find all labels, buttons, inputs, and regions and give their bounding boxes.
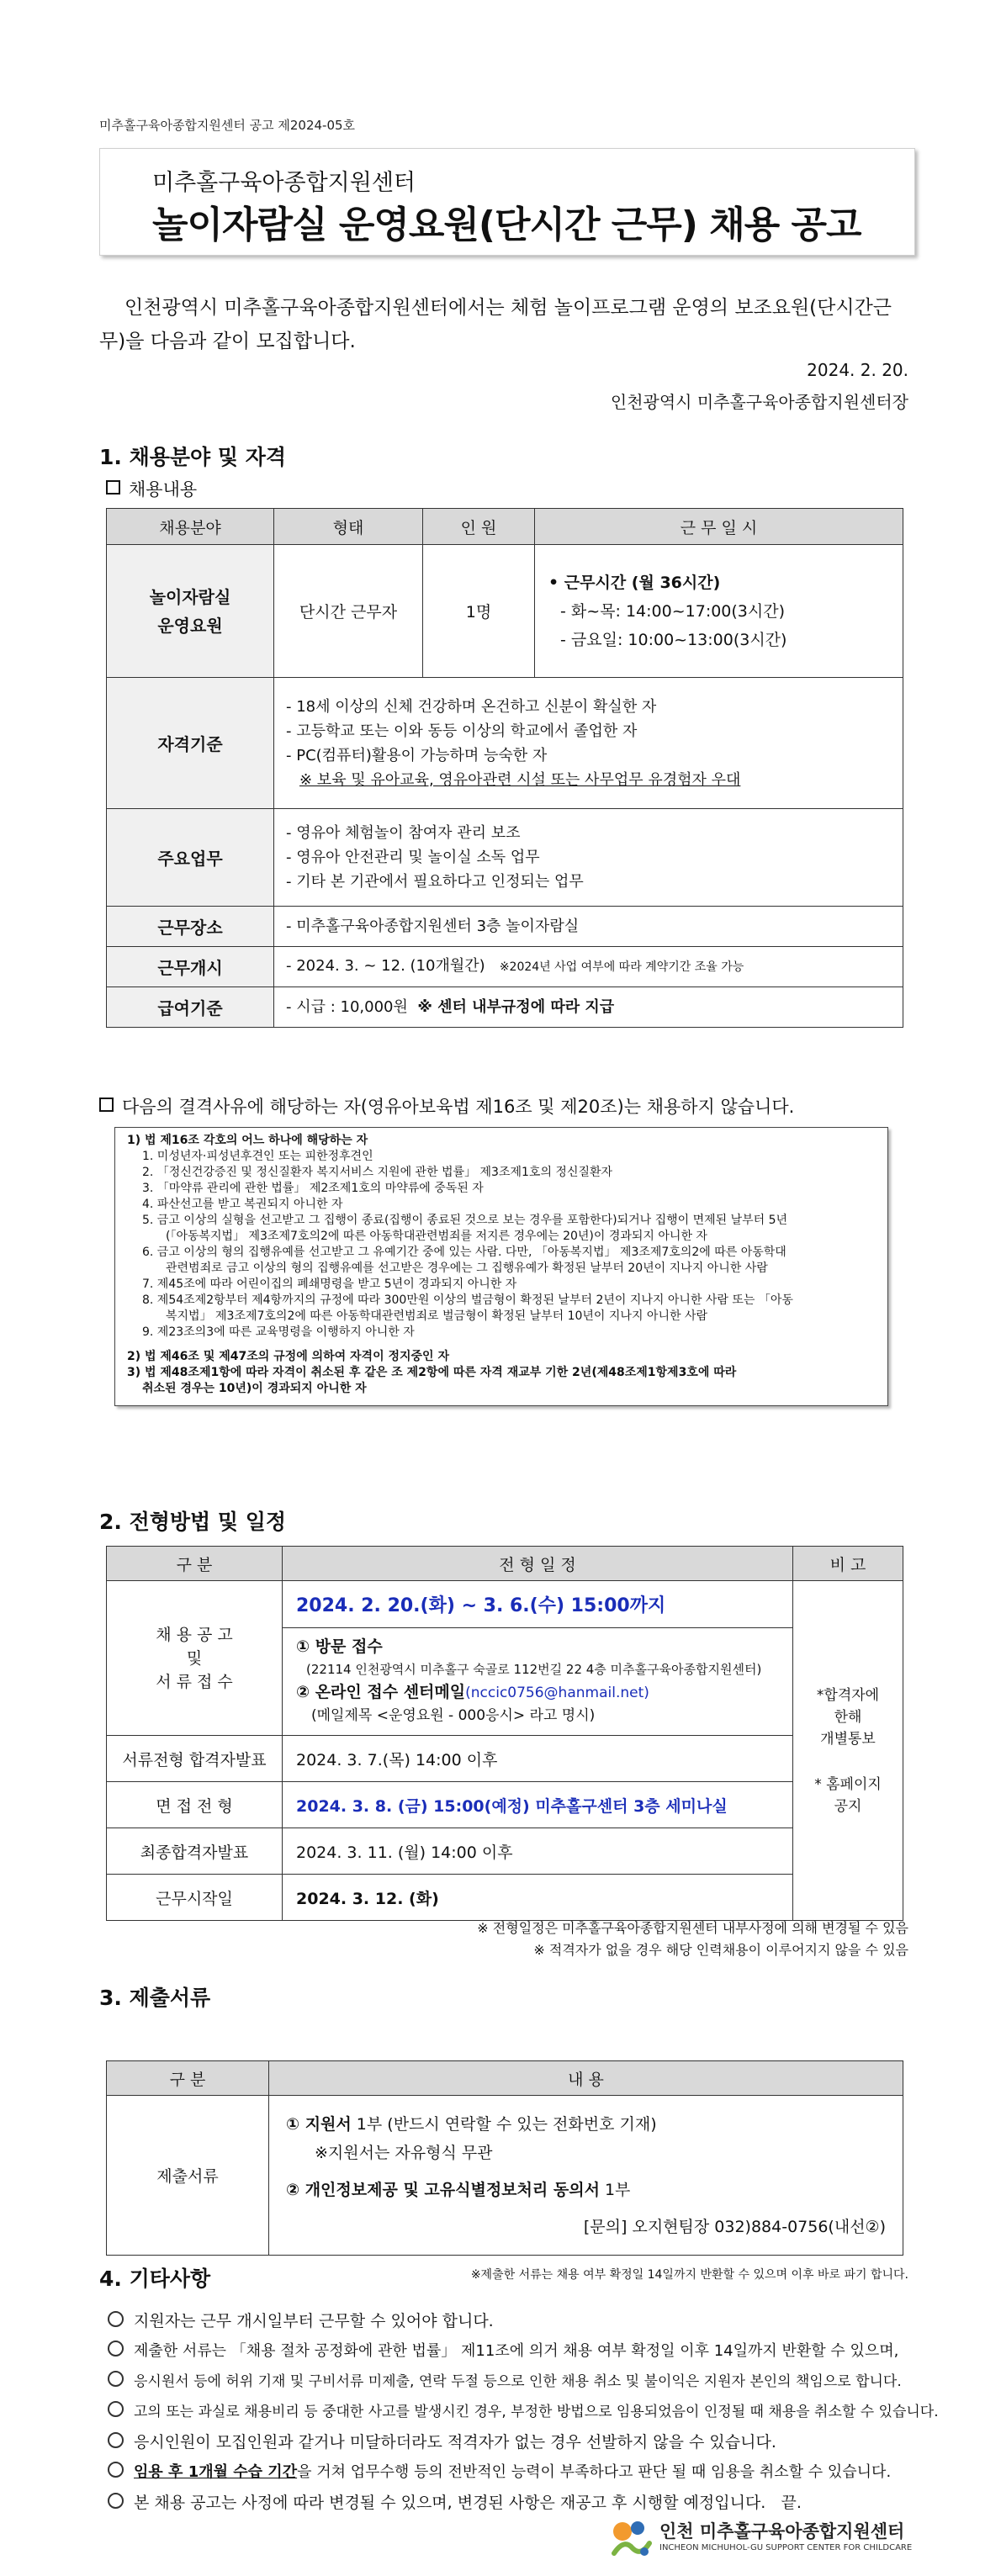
disq-item: 3. 「마약류 관리에 관한 법률」 제2조제1호의 마약류에 중독된 자 <box>142 1182 484 1195</box>
receipt-label: 서 류 접 수 <box>156 1672 233 1691</box>
disqualification-title <box>99 1093 794 1119</box>
qual-label: 자격기준 <box>107 678 274 809</box>
header-cell: 인 원 <box>423 509 535 545</box>
final-date: 2024. 3. 11. (월) 14:00 이후 <box>283 1828 793 1875</box>
hours-title: • 근무시간 (월 36시간) <box>548 573 721 592</box>
note-line: 개별통보 <box>820 1730 876 1748</box>
circle-bullet-icon <box>108 2462 124 2478</box>
list-item <box>108 2457 915 2488</box>
table-row <box>107 2096 903 2256</box>
list-item: - 기타 본 기관에서 필요하다고 인정되는 업무 <box>286 873 584 891</box>
circle-bullet-icon <box>108 2371 124 2387</box>
page-title: 놀이자람실 운영요원(단시간 근무) 채용 공고 <box>152 204 861 246</box>
section-3-title: 3. 제출서류 <box>99 1986 211 2010</box>
pay-label: 급여기준 <box>107 987 274 1028</box>
header-cell: 비 고 <box>793 1547 903 1581</box>
logo-subtitle: INCHEON MICHUHOL-GU SUPPORT CENTER FOR CHILDCARE <box>659 2543 913 2552</box>
section-1-sub-label: 채용내용 <box>129 479 198 500</box>
header-cell: 내 용 <box>269 2061 903 2096</box>
disq-item: 2. 「정신건강증진 및 정신질환자 복지서비스 지원에 관한 법률」 제3조제1호의 정신질환자 <box>142 1166 613 1179</box>
note-line: * 홈페이지 <box>814 1775 882 1793</box>
section-2-title: 2. 전형방법 및 일정 <box>99 1510 287 1534</box>
header-cell: 전 형 일 정 <box>283 1547 793 1581</box>
disqualification-text: 다음의 결격사유에 해당하는 자(영유아보육법 제16조 및 제20조)는 채용하지 않습니다. <box>122 1097 795 1117</box>
center-logo-icon <box>607 2515 654 2562</box>
disq-item: 관련범죄로 금고 이상의 형의 집행유예를 선고받은 경우에는 그 집행유예가 확정된 날부터 20년이 지나지 아니한 사람 <box>166 1262 768 1275</box>
list-item <box>108 2488 915 2518</box>
work-start-label: 근무시작일 <box>107 1875 283 1921</box>
list-item <box>108 2367 915 2397</box>
type-cell: 단시간 근무자 <box>274 545 423 678</box>
list-item <box>108 2336 915 2367</box>
misc-list <box>108 2306 939 2518</box>
receipt-label-cell <box>107 1581 283 1736</box>
end-mark: 끝. <box>781 2494 802 2512</box>
receipt-label: 및 <box>186 1648 203 1668</box>
disq-item: 1. 미성년자·피성년후견인 또는 피한정후견인 <box>142 1150 373 1163</box>
checkbox-square-icon <box>106 480 120 495</box>
receipt-label: 채 용 공 고 <box>156 1625 233 1644</box>
disq-item: (「아동복지법」 제3조제7호의2에 따른 아동학대관련범죄를 저지른 경우에는 20년)이 경과되지 아니한 자 <box>166 1230 707 1243</box>
list-item: - 고등학교 또는 이와 동등 이상의 학교에서 졸업한 자 <box>286 722 638 740</box>
disq-item-3: 3) 법 제48조제1항에 따라 자격이 취소된 후 같은 조 제2항에 따른 자격 재교부 기한 2년(제48조제1항제3호에 따라 <box>127 1366 737 1379</box>
disq-item: 8. 제54조제2항부터 제4항까지의 규정에 따라 300만원 이상의 벌금형이 확정된 날부터 2년이 지나지 아니한 사람 또는 「아동 <box>142 1293 793 1307</box>
disq-item: 4. 파산선고를 받고 복권되지 아니한 자 <box>142 1198 343 1211</box>
documents-cell <box>269 2096 903 2256</box>
visit-address: (22114 인천광역시 미추홀구 숙골로 112번길 22 4층 미추홀구육아종합지원센터) <box>306 1662 762 1677</box>
list-item <box>108 2427 915 2457</box>
doc-2-title: ② 개인정보제공 및 고유식별정보처리 동의서 <box>286 2180 600 2199</box>
hours-line: - 금요일: 10:00~13:00(3시간) <box>560 630 787 649</box>
contact-info: [문의] 오지현팀장 032)884-0756(내선②) <box>583 2217 886 2236</box>
documents-footnote: ※제출한 서류는 채용 여부 확정일 14일까지 반환할 수 있으며 이후 바로 파기 합니다. <box>470 2268 908 2282</box>
circle-bullet-icon <box>108 2493 124 2509</box>
doc-1-detail: 1부 (반드시 연락할 수 있는 전화번호 기재) <box>351 2114 657 2134</box>
section-1-sub <box>106 476 197 501</box>
pay-cell <box>274 987 903 1028</box>
count-cell: 1명 <box>423 545 535 678</box>
list-item <box>108 2397 939 2427</box>
list-item: - 영유아 체험놀이 참여자 관리 보조 <box>286 824 521 842</box>
duty-cell <box>274 809 903 907</box>
list-item-text: 본 채용 공고는 사정에 따라 변경될 수 있으며, 변경된 사항은 재공고 후 시행할 예정입니다. <box>134 2494 766 2512</box>
disq-item: 6. 금고 이상의 형의 집행유예를 선고받고 그 유예기간 중에 있는 사람. 다만, 「아동복지법」 제3조제7호의2에 따른 아동학대 <box>142 1246 786 1259</box>
list-item-text: 을 거쳐 업무수행 등의 전반적인 능력이 부족하다고 판단 될 때 임용을 취소할 수 있습니다. <box>297 2463 892 2481</box>
list-item-text: 제출한 서류는 「채용 절차 공정화에 관한 법률」 제11조에 의거 채용 여부 확정일 이후 14일까지 반환할 수 있으며, <box>134 2342 899 2360</box>
disq-item-3-cont: 취소된 경우는 10년)이 경과되지 아니한 자 <box>142 1382 367 1395</box>
header-cell: 형태 <box>274 509 423 545</box>
circle-bullet-icon <box>108 2311 124 2327</box>
place-cell: - 미추홀구육아종합지원센터 3층 놀이자람실 <box>274 907 903 947</box>
disq-item: 9. 제23조의3에 따른 교육명령을 이행하지 아니한 자 <box>142 1325 415 1339</box>
field-cell <box>107 545 274 678</box>
table-header-row <box>107 1547 903 1581</box>
documents-table <box>106 2060 903 2256</box>
pay-note: ※ 센터 내부규정에 따라 지급 <box>417 998 615 1016</box>
table-row <box>107 678 903 809</box>
table-row <box>107 907 903 947</box>
list-item-text: 응시원서 등에 허위 기재 및 구비서류 미제출, 연락 두절 등으로 인한 채용 취소 및 불이익은 지원자 본인의 책임으로 합니다. <box>134 2373 902 2390</box>
disq-head: 1) 법 제16조 각호의 어느 하나에 해당하는 자 <box>127 1134 368 1147</box>
online-receipt <box>296 1681 779 1705</box>
table-row <box>107 809 903 907</box>
work-start-date: 2024. 3. 12. (화) <box>283 1875 793 1921</box>
note-line: *합격자에 <box>816 1686 880 1704</box>
table-row <box>107 1581 903 1628</box>
start-period: - 2024. 3. ~ 12. (10개월간) <box>286 957 485 975</box>
doc-2-detail: 1부 <box>599 2180 631 2199</box>
start-note: ※2024년 사업 여부에 따라 계약기간 조율 가능 <box>499 960 744 974</box>
notice-date: 2024. 2. 20. <box>807 360 908 380</box>
place-label: 근무장소 <box>107 907 274 947</box>
field-label: 놀이자람실 운영요원 <box>149 586 231 636</box>
logo-name: 인천 미추홀구육아종합지원센터 <box>659 2521 905 2542</box>
table-header-row <box>107 509 903 545</box>
schedule-footnote: ※ 적격자가 없을 경우 해당 인력채용이 이루어지지 않을 수 있음 <box>533 1942 908 1958</box>
documents-label: 제출서류 <box>107 2096 269 2256</box>
disqualification-box <box>114 1127 888 1406</box>
probation-text: 임용 후 1개월 수습 기간 <box>134 2463 298 2481</box>
section-1-title: 1. 채용분야 및 자격 <box>99 445 287 469</box>
doc-2 <box>286 2176 886 2204</box>
checkbox-square-icon <box>99 1098 114 1112</box>
email-subject: (메일제목 <운영요원 - 000응시> 라고 명시) <box>311 1707 596 1724</box>
intro-paragraph: 인천광역시 미추홀구육아종합지원센터에서는 체험 놀이프로그램 운영의 보조요원(단시간근무)을 다음과 같이 모집합니다. <box>99 297 892 352</box>
doc-1 <box>286 2110 886 2139</box>
start-label: 근무개시 <box>107 947 274 987</box>
receipt-methods <box>283 1628 793 1736</box>
online-email: (nccic0756@hanmail.net) <box>465 1685 649 1701</box>
duty-label: 주요업무 <box>107 809 274 907</box>
header-cell: 채용분야 <box>107 509 274 545</box>
note-line: 공지 <box>834 1797 862 1815</box>
table-row <box>107 545 903 678</box>
doc-1-note: ※지원서는 자유형식 무관 <box>315 2143 493 2162</box>
table-row <box>107 987 903 1028</box>
start-cell <box>274 947 903 987</box>
doc-1-title: ① 지원서 <box>286 2114 352 2134</box>
list-item: - 영유아 안전관리 및 놀이실 소독 업무 <box>286 849 540 866</box>
table-row <box>107 1875 903 1921</box>
note-cell <box>793 1581 903 1921</box>
interview-date: 2024. 3. 8. (금) 15:00(예정) 미추홀구센터 3층 세미나실 <box>283 1782 793 1828</box>
schedule-table <box>106 1546 903 1921</box>
section-4-title: 4. 기타사항 <box>99 2267 211 2291</box>
list-item: - 18세 이상의 신체 건강하며 온건하고 신분이 확실한 자 <box>286 697 657 716</box>
table-row <box>107 1782 903 1828</box>
qual-preference: ※ 보육 및 유아교육, 영유아관련 시설 또는 사무업무 유경험자 우대 <box>299 770 741 789</box>
table-row <box>107 1736 903 1782</box>
table-row <box>107 1828 903 1875</box>
hours-line: - 화~목: 14:00~17:00(3시간) <box>560 601 786 621</box>
notice-number: 미추홀구육아종합지원센터 공고 제2024-05호 <box>99 118 356 133</box>
receipt-period: 2024. 2. 20.(화) ~ 3. 6.(수) 15:00까지 <box>283 1581 793 1628</box>
final-label: 최종합격자발표 <box>107 1828 283 1875</box>
visit-receipt: ① 방문 접수 <box>296 1637 383 1656</box>
qual-cell <box>274 678 903 809</box>
interview-label: 면 접 전 형 <box>107 1782 283 1828</box>
online-title: ② 온라인 접수 센터메일 <box>296 1683 466 1701</box>
disq-item: 복지법」 제3조제7호의2에 따른 아동학대관련범죄로 벌금형이 확정된 날부터 10년이 지나지 아니한 사람 <box>166 1309 707 1323</box>
disq-item-2: 2) 법 제46조 및 제47조의 규정에 의하여 자격이 정지중인 자 <box>127 1350 449 1363</box>
circle-bullet-icon <box>108 2432 124 2448</box>
table-header-row <box>107 2061 903 2096</box>
disq-item: 7. 제45조에 따라 어린이집의 폐쇄명령을 받고 5년이 경과되지 아니한 자 <box>142 1277 517 1291</box>
list-item-text: 응시인원이 모집인원과 같거나 미달하더라도 적격자가 없는 경우 선발하지 않을 수 있습니다. <box>134 2433 776 2452</box>
list-item <box>108 2306 915 2336</box>
list-item-text: 고의 또는 과실로 채용비리 등 중대한 사고를 발생시킨 경우, 부정한 방법으로 임용되었음이 인정될 때 채용을 취소할 수 있습니다. <box>134 2404 939 2420</box>
doc-result-label: 서류전형 합격자발표 <box>107 1736 283 1782</box>
header-cell: 근 무 일 시 <box>535 509 903 545</box>
doc-result: 2024. 3. 7.(목) 14:00 이후 <box>283 1736 793 1782</box>
title-box <box>99 148 915 256</box>
note-line: 한해 <box>834 1708 862 1726</box>
disq-item: 5. 금고 이상의 실형을 선고받고 그 집행이 종료(집행이 종료된 것으로 보는 경우를 포함한다)되거나 집행이 면제된 날부터 5년 <box>142 1214 788 1227</box>
list-item-text: 지원자는 근무 개시일부터 근무할 수 있어야 합니다. <box>134 2312 494 2330</box>
hours-cell <box>535 545 903 678</box>
pay-rate: - 시급 : 10,000원 <box>286 998 408 1016</box>
header-cell: 구 분 <box>107 2061 269 2096</box>
schedule-footnote: ※ 전형일정은 미추홀구육아종합지원센터 내부사정에 의해 변경될 수 있음 <box>477 1920 908 1936</box>
circle-bullet-icon <box>108 2341 124 2356</box>
org-name: 미추홀구육아종합지원센터 <box>152 170 416 196</box>
recruitment-table <box>106 508 903 1028</box>
signer: 인천광역시 미추홀구육아종합지원센터장 <box>610 392 908 412</box>
list-item: - PC(컴퓨터)활용이 가능하며 능숙한 자 <box>286 746 548 764</box>
table-row <box>107 947 903 987</box>
center-logo <box>607 2515 919 2565</box>
circle-bullet-icon <box>108 2401 124 2417</box>
header-cell: 구 분 <box>107 1547 283 1581</box>
